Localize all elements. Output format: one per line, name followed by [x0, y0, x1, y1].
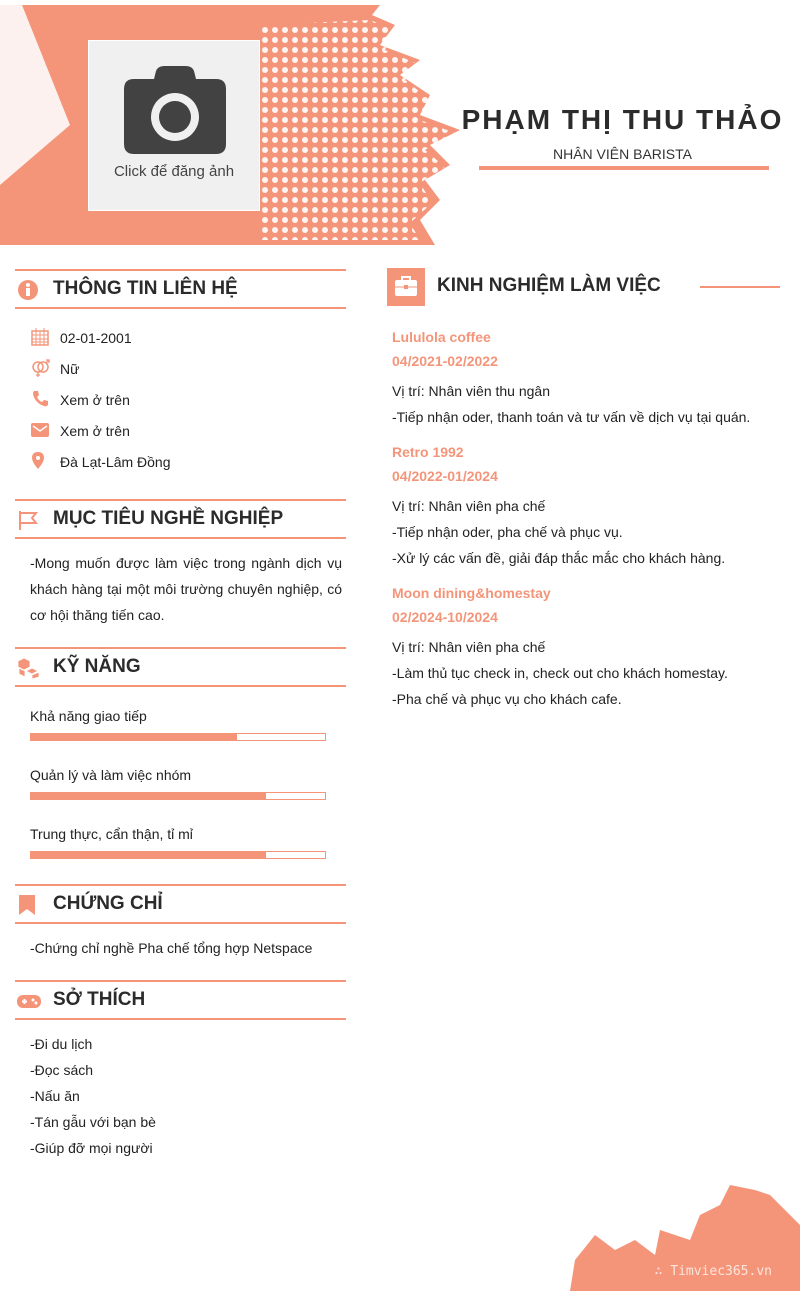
hobby-item: -Đi du lịch [30, 1036, 93, 1052]
job-company: Retro 1992 [392, 444, 464, 460]
job-task: -Làm thủ tục check in, check out cho khách homestay. [392, 665, 728, 681]
job-task: -Tiếp nhận oder, pha chế và phục vụ. [392, 524, 623, 540]
candidate-role: NHÂN VIÊN BARISTA [553, 146, 692, 162]
skill-bar-fill [31, 734, 237, 740]
section-contact [15, 269, 346, 309]
briefcase-icon [387, 268, 425, 306]
skill-bar-fill [31, 793, 266, 799]
camera-icon [124, 66, 226, 156]
email-icon [30, 420, 50, 440]
section-objective [15, 499, 346, 539]
photo-caption: Click để đăng ảnh [113, 163, 235, 180]
divider [700, 286, 780, 288]
job-task: -Xử lý các vấn đề, giải đáp thắc mắc cho khách hàng. [392, 550, 726, 566]
job-position: Vị trí: Nhân viên pha chế [392, 639, 546, 655]
skill-name: Trung thực, cẩn thận, tỉ mỉ [30, 826, 193, 842]
job-company: Moon dining&homestay [392, 585, 551, 601]
section-skills [15, 647, 346, 687]
hobby-item: -Tán gẫu với bạn bè [30, 1114, 156, 1130]
job-company: Lululola coffee [392, 329, 491, 345]
hobby-list [30, 1031, 156, 1161]
section-title: MỤC TIÊU NGHỀ NGHIỆP [53, 508, 284, 529]
watermark: ∴ Timviec365.vn [654, 1264, 772, 1279]
info-icon [17, 279, 39, 301]
job-task: -Pha chế và phục vụ cho khách cafe. [392, 691, 622, 707]
cubes-icon [15, 657, 43, 679]
job-task: -Tiếp nhận oder, thanh toán và tư vấn về dịch vụ tại quán. [392, 409, 751, 425]
photo-upload[interactable] [88, 40, 260, 211]
skill-bar [30, 851, 326, 859]
hobby-item: -Giúp đỡ mọi người [30, 1140, 153, 1156]
calendar-icon [30, 327, 50, 347]
section-title: THÔNG TIN LIÊN HỆ [53, 278, 238, 299]
section-title: CHỨNG CHỈ [53, 893, 163, 914]
section-certificates [15, 884, 346, 924]
gamepad-icon [15, 990, 43, 1012]
job-period: 04/2021-02/2022 [392, 353, 498, 369]
skill-bar [30, 792, 326, 800]
job-period: 02/2024-10/2024 [392, 609, 498, 625]
candidate-name: PHẠM THỊ THU THẢO [461, 104, 784, 135]
skill-bar-fill [31, 852, 266, 858]
bookmark-icon [17, 894, 39, 916]
job-position: Vị trí: Nhân viên thu ngân [392, 383, 550, 399]
section-title: KINH NGHIỆM LÀM VIỆC [437, 275, 661, 296]
section-title: KỸ NĂNG [53, 656, 141, 677]
hobby-item: -Đọc sách [30, 1062, 94, 1078]
job-period: 04/2022-01/2024 [392, 468, 498, 484]
flag-icon [17, 509, 39, 531]
section-hobbies [15, 980, 346, 1020]
phone-icon [30, 389, 50, 409]
skill-name: Quản lý và làm việc nhóm [30, 767, 192, 783]
hobby-item: -Nấu ăn [30, 1088, 80, 1104]
section-title: SỞ THÍCH [53, 989, 146, 1010]
skill-name: Khả năng giao tiếp [30, 708, 147, 724]
objective-text: -Mong muốn được làm việc trong ngành dịch vụ khách hàng tại một môi trường chuyên nghiệp, có cơ hội thăng tiến cao. [30, 555, 342, 623]
job-position: Vị trí: Nhân viên pha chế [392, 498, 546, 514]
location-icon [30, 451, 50, 471]
section-experience [387, 268, 782, 306]
certificate-text: -Chứng chỉ nghề Pha chế tổng hợp Netspace [30, 940, 313, 956]
divider [479, 166, 769, 170]
gender-icon [30, 358, 50, 378]
skill-bar [30, 733, 326, 741]
